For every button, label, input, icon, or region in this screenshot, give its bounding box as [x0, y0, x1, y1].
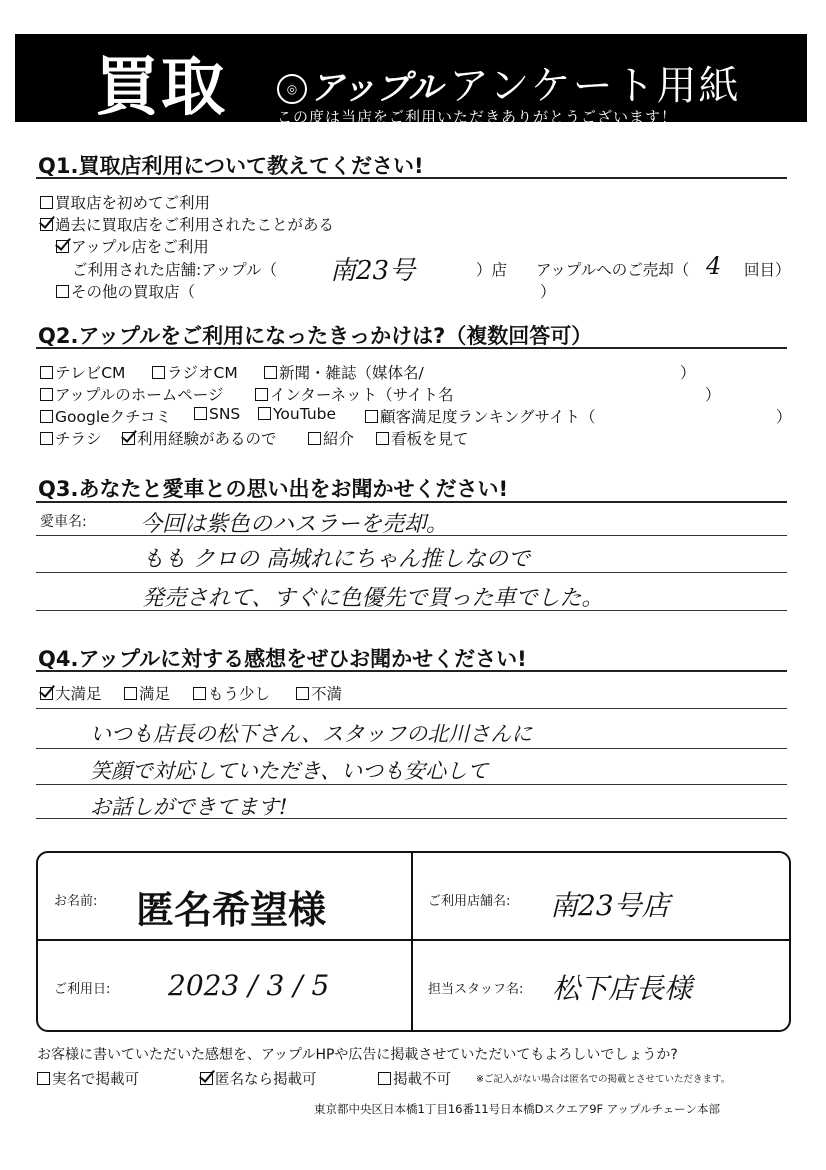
q2-option-news[interactable]: 新聞・雑誌（媒体名/ — [264, 361, 424, 383]
checkbox[interactable] — [37, 1072, 50, 1085]
publish-note: ※ご記入がない場合は匿名での掲載とさせていただきます。 — [476, 1074, 731, 1085]
q4-title: Q4.アップルに対する感想をぜひお聞かせください! — [38, 647, 527, 671]
q2-option-tv[interactable]: テレビCM — [40, 361, 125, 383]
q4-answer-line-2: 笑顔で対応していただき、いつも安心して — [90, 759, 489, 783]
date-value: 2023 / 3 / 5 — [168, 969, 330, 1002]
form-title: アンケート用紙 — [449, 63, 741, 109]
q2-option-youtube[interactable]: YouTube — [258, 405, 336, 423]
checkbox[interactable] — [40, 410, 53, 423]
checkbox[interactable] — [378, 1072, 391, 1085]
checkbox-checked[interactable] — [122, 432, 135, 445]
writing-line — [36, 818, 787, 819]
q4-rule — [36, 670, 787, 672]
checkbox[interactable] — [40, 196, 53, 209]
customer-info-box — [36, 851, 791, 1032]
name-label: お名前: — [54, 894, 98, 909]
q4-option-satisfied[interactable]: 満足 — [124, 682, 170, 704]
q4-option-a-little[interactable]: もう少し — [193, 682, 270, 704]
q1-store-value: 南23号 — [330, 256, 416, 286]
q3-answer-line-3: 発売されて、すぐに色優先で買った車でした。 — [142, 586, 604, 611]
checkbox[interactable] — [296, 687, 309, 700]
checkbox[interactable] — [264, 366, 277, 379]
q4-answer-line-1: いつも店長の松下さん、スタッフの北川さんに — [90, 722, 533, 746]
checkbox[interactable] — [255, 388, 268, 401]
q3-car-label: 愛車名: — [40, 514, 87, 530]
checkbox[interactable] — [40, 366, 53, 379]
q1-times-suffix: 回目） — [744, 261, 791, 279]
publish-real-name[interactable]: 実名で掲載可 — [37, 1068, 139, 1089]
staff-label: 担当スタッフ名: — [428, 982, 524, 997]
q3-rule — [36, 501, 787, 503]
checkbox[interactable] — [56, 285, 69, 298]
checkbox[interactable] — [194, 407, 207, 420]
checkbox-checked[interactable] — [40, 687, 53, 700]
store-label: ご利用店舗名: — [428, 894, 511, 909]
store-value: 南23号店 — [550, 889, 670, 922]
q1-store-suffix: ）店 — [476, 261, 508, 279]
q3-answer-line-2: もも クロの 高城れにちゃん推しなので — [142, 547, 530, 572]
q2-rule — [36, 347, 787, 349]
q1-option-first[interactable]: 買取店を初めてご利用 — [40, 191, 210, 213]
box-divider-v — [411, 853, 413, 1030]
publish-not-allowed[interactable]: 掲載不可 — [378, 1068, 451, 1089]
writing-line — [36, 572, 787, 573]
q1-times-value: 4 — [706, 252, 722, 280]
checkbox[interactable] — [40, 432, 53, 445]
publish-question: お客様に書いていただいた感想を、アップルHPや広告に掲載させていただいてもよろしいでしょうか? — [37, 1047, 678, 1063]
q1-option-past[interactable]: 過去に買取店をご利用されたことがある — [40, 213, 334, 235]
q4-option-very-satisfied[interactable]: 大満足 — [40, 682, 102, 704]
q2-close-3: ） — [776, 408, 792, 426]
q3-answer-line-1: 今回は紫色のハスラーを売却。 — [140, 512, 449, 537]
header-banner — [15, 34, 807, 126]
checkbox-checked[interactable] — [56, 240, 69, 253]
q4-option-dissatisfied[interactable]: 不満 — [296, 682, 342, 704]
q2-option-referral[interactable]: 紹介 — [308, 427, 354, 449]
q2-title: Q2.アップルをご利用になったきっかけは?（複数回答可） — [38, 324, 593, 348]
checkbox[interactable] — [258, 407, 271, 420]
q1-option-apple[interactable]: アップル店をご利用 — [56, 235, 209, 257]
q2-close-1: ） — [680, 364, 696, 382]
q1-title: Q1.買取店利用について教えてください! — [38, 154, 424, 178]
checkbox[interactable] — [193, 687, 206, 700]
q2-close-2: ） — [705, 386, 721, 404]
q2-option-radio[interactable]: ラジオCM — [152, 361, 238, 383]
checkbox[interactable] — [40, 388, 53, 401]
checkbox[interactable] — [365, 410, 378, 423]
writing-line — [36, 610, 787, 611]
q3-title: Q3.あなたと愛車との思い出をお聞かせください! — [38, 477, 509, 501]
q4-answer-line-3: お話しができてます! — [90, 795, 288, 819]
q2-option-flyer[interactable]: チラシ — [40, 427, 102, 449]
q2-option-homepage[interactable]: アップルのホームページ — [40, 383, 224, 405]
checkbox[interactable] — [152, 366, 165, 379]
brand-name: アップル — [310, 68, 443, 108]
writing-line — [36, 708, 787, 709]
checkbox-checked[interactable] — [40, 218, 53, 231]
checkbox-checked[interactable] — [200, 1072, 213, 1085]
writing-line — [36, 535, 787, 536]
q1-times-label: アップルへのご売却（ — [536, 261, 690, 279]
date-label: ご利用日: — [54, 982, 111, 997]
checkbox[interactable] — [376, 432, 389, 445]
checkbox[interactable] — [124, 687, 137, 700]
kaitori-title: 買取 — [95, 51, 227, 125]
box-divider-h — [38, 939, 789, 941]
hq-address: 東京都中央区日本橋1丁目16番11号日本橋Dスクエア9F アップルチェーン本部 — [314, 1102, 720, 1116]
name-value: 匿名希望様 — [136, 888, 327, 932]
q1-rule — [36, 177, 787, 179]
checkbox[interactable] — [308, 432, 321, 445]
q2-option-experience[interactable]: 利用経験があるので — [122, 427, 277, 449]
writing-line — [36, 784, 787, 785]
q1-option-other[interactable]: その他の買取店（ — [56, 280, 195, 302]
apple-logo-icon: ◎ — [277, 74, 307, 104]
staff-value: 松下店長様 — [552, 972, 693, 1005]
q2-option-internet[interactable]: インターネット（サイト名 — [255, 383, 454, 405]
publish-anonymous[interactable]: 匿名なら掲載可 — [200, 1068, 317, 1089]
q2-option-ranking[interactable]: 顧客満足度ランキングサイト（ — [365, 405, 595, 427]
thanks-message: この度は当店をご利用いただきありがとうございます！ — [277, 108, 678, 126]
writing-line — [36, 748, 787, 749]
q1-store-label: ご利用された店舗:アップル（ — [72, 261, 278, 279]
q2-option-google[interactable]: Googleクチコミ — [40, 405, 171, 427]
q2-option-sns[interactable]: SNS — [194, 405, 240, 423]
q2-option-sign[interactable]: 看板を見て — [376, 427, 469, 449]
q1-other-close: ） — [540, 283, 556, 301]
